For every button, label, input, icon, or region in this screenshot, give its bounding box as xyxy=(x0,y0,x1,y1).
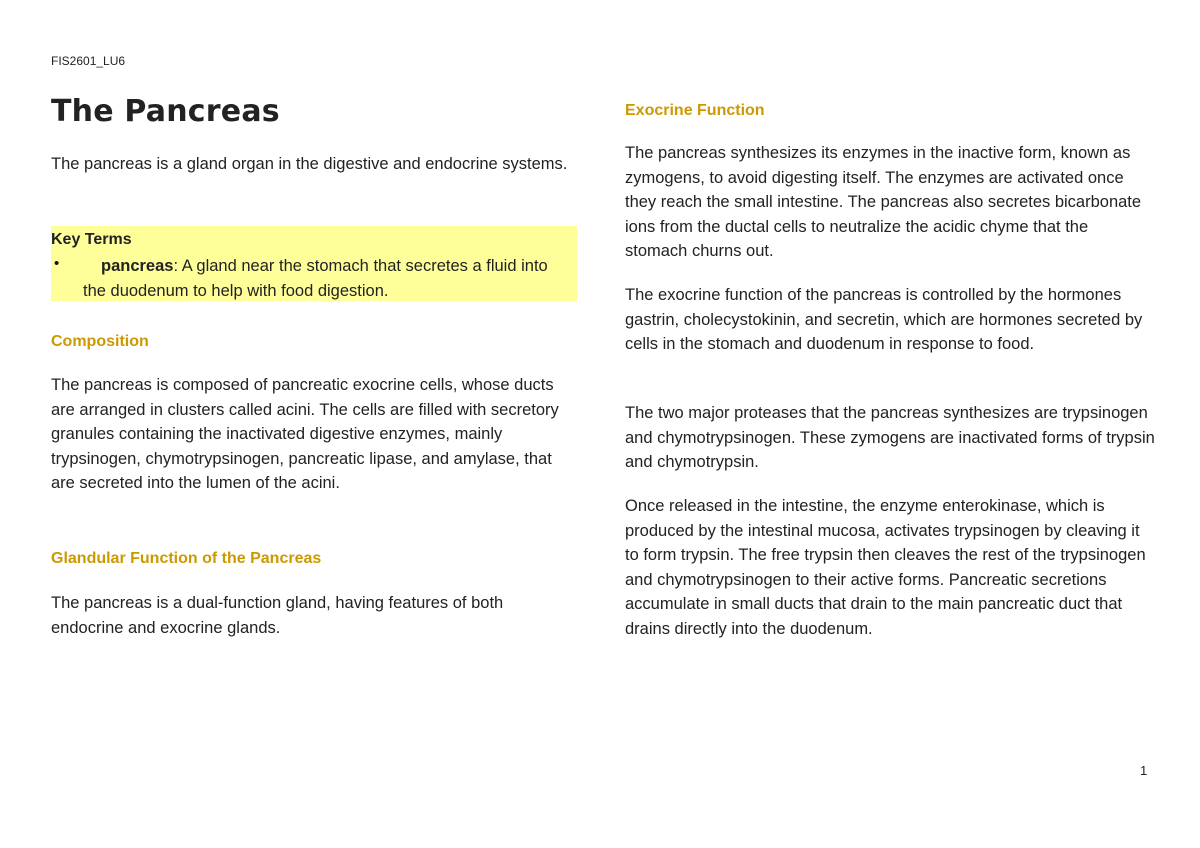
composition-paragraph: The pancreas is composed of pancreatic exocrine cells, whose ducts are arranged in clusters called acini. The cells are filled with secretory granules containing the inactivated digestive enzymes, mainly trypsinogen, chymotrypsinogen, pancreatic lipase, and amylase, that are secreted into the lumen of the acini. xyxy=(51,376,559,492)
page-number: 1 xyxy=(1140,763,1148,778)
page-title: The Pancreas xyxy=(51,94,280,129)
exocrine-paragraph: The exocrine function of the pancreas is controlled by the hormones gastrin, cholecystokinin, and secretin, which are hormones secreted by cells in the stomach and duodenum in response to food. xyxy=(625,286,1143,353)
key-term-separator: : xyxy=(173,257,179,275)
key-terms-box xyxy=(51,226,577,301)
exocrine-paragraph: Once released in the intestine, the enzyme enterokinase, which is produced by the intestinal mucosa, activates trypsinogen by cleaving it to form trypsin. The free trypsin then cleaves the rest of the trypsinogen and chymotrypsinogen to their active forms. Pancreatic secretions accumulate in small ducts that drain to the main pancreatic duct that drains directly into the duodenum. xyxy=(625,497,1146,638)
exocrine-paragraph: The two major proteases that the pancreas synthesizes are trypsinogen and chymotrypsinogen. These zymogens are inactivated forms of trypsin and chymotrypsin. xyxy=(625,404,1155,471)
key-term-text: A gland near the stomach that secretes a fluid into the duodenum to help with food digestion. xyxy=(83,257,548,300)
key-term-name: pancreas xyxy=(101,257,174,275)
exocrine-paragraph: The pancreas synthesizes its enzymes in the inactive form, known as zymogens, to avoid digesting itself. The enzymes are activated once they reach the small intestine. The pancreas also secretes bicarbonate ions from the ductal cells to neutralize the acidic chyme that the stomach churns out. xyxy=(625,144,1142,260)
bullet-icon: • xyxy=(54,255,60,272)
composition-heading: Composition xyxy=(51,333,149,350)
key-term-definition xyxy=(83,254,573,303)
glandular-function-heading: Glandular Function of the Pancreas xyxy=(51,550,322,567)
glandular-function-paragraph: The pancreas is a dual-function gland, having features of both endocrine and exocrine glands. xyxy=(51,594,504,637)
key-terms-title: Key Terms xyxy=(51,231,132,248)
intro-paragraph: The pancreas is a gland organ in the digestive and endocrine systems. xyxy=(51,155,568,173)
document-code: FIS2601_LU6 xyxy=(51,54,126,68)
exocrine-function-heading: Exocrine Function xyxy=(625,102,765,119)
